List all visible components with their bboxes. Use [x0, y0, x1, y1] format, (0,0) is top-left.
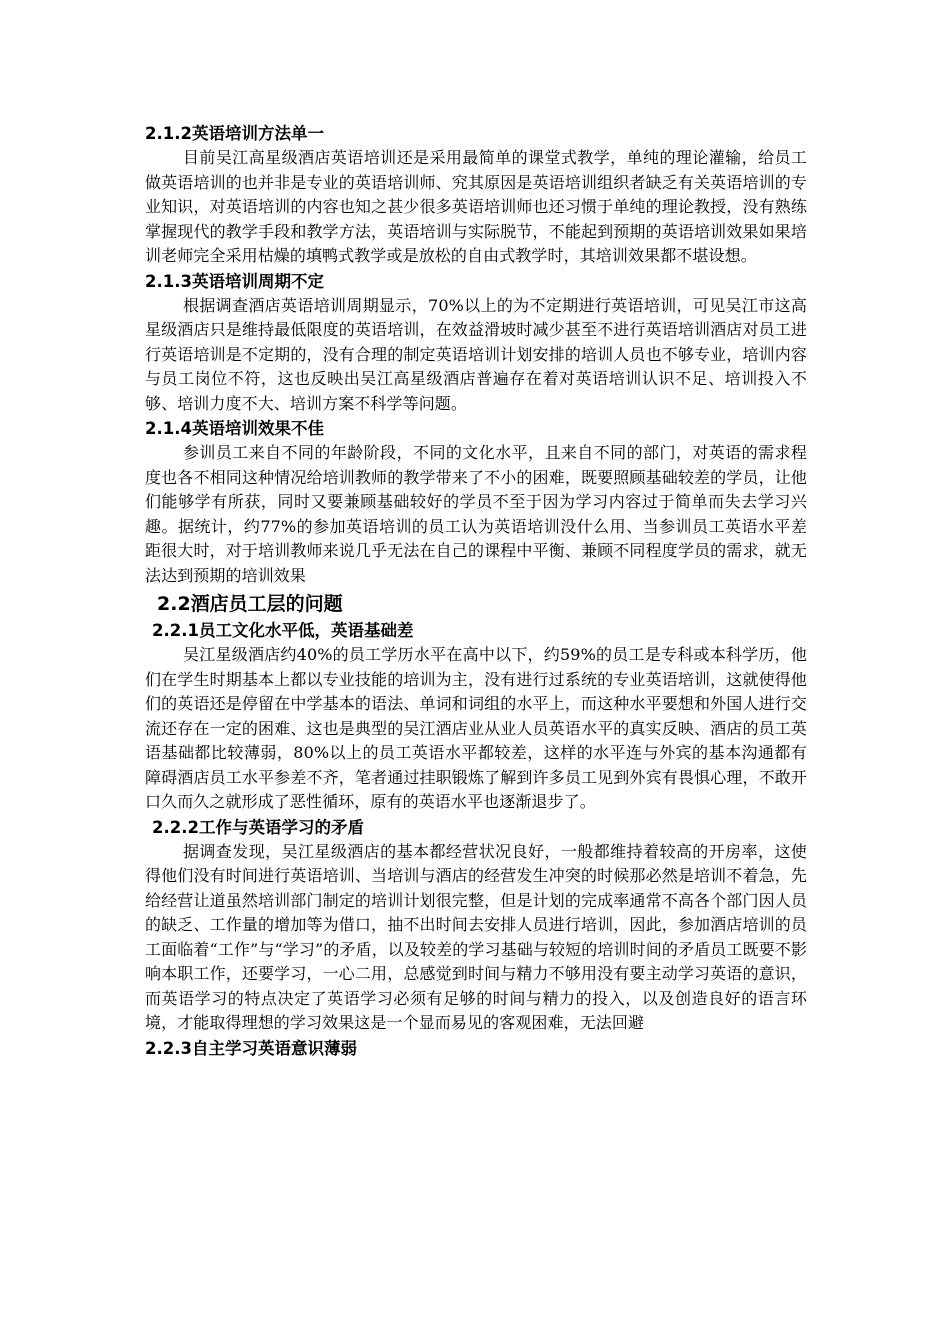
section-heading-2-1-2: 2.1.2英语培训方法单一 — [145, 124, 324, 143]
document-page — [145, 121, 807, 1061]
section-heading-2-2-2: 2.2.2工作与英语学习的矛盾 — [152, 817, 364, 837]
section-heading-2-2-3: 2.2.3自主学习英语意识薄弱 — [145, 1038, 357, 1058]
section-paragraph-2-1-4: 参训员工来自不同的年龄阶段，不同的文化水平，且来自不同的部门，对英语的需求程度也各不相同这种情况给培训教师的教学带来了不小的困难，既要照顾基础较差的学员，让他们能够学有所获，同时又要兼顾基础较好的学员不至于因为学习内容过于简单而失去学习兴趣。据统计，约77%的参加英语培训的员工认为英语培训没什么用、当参训员工英语水平差距很大时，对于培训教师来说几乎无法在自己的课程中平衡、兼顾不同程度学员的需求，就无法达到预期的培训效果 — [145, 443, 807, 585]
section-heading-2-2: 2.2酒店员工层的问题 — [157, 593, 343, 615]
section-heading-2-1-3: 2.1.3英语培训周期不定 — [145, 271, 324, 291]
section-heading-2-2-1: 2.2.1员工文化水平低，英语基础差 — [152, 621, 414, 640]
section-paragraph-2-2-2: 据调查发现，吴江星级酒店的基本都经营状况良好，一般都维持着较高的开房率，这使得他们没有时间进行英语培训、当培训与酒店的经营发生冲突的时候那必然是培训不着急，先给经营让道虽然培训部门制定的培训计划很完整，但是计划的完成率通常不高各个部门因人员的缺乏、工作量的增加等为借口，抽不出时间去安排人员进行培训，因此，参加酒店培训的员工面临着“工作”与“学习”的矛盾，以及较差的学习基础与较短的培训时间的矛盾员工既要不影响本职工作，还要学习，一心二用，总感觉到时间与精力不够用没有要主动学习英语的意识，而英语学习的特点决定了英语学习必须有足够的时间与精力的投入，以及创造良好的语言环境，才能取得理想的学习效果这是一个显而易见的客观困难，无法回避 — [145, 841, 807, 1032]
section-paragraph-2-1-2: 目前吴江高星级酒店英语培训还是采用最简单的课堂式教学，单纯的理论灌输，给员工做英语培训的也并非是专业的英语培训师、究其原因是英语培训组织者缺乏有关英语培训的专业知识，对英语培训的内容也知之甚少很多英语培训师也还习惯于单纯的理论教授，没有熟练掌握现代的教学手段和教学方法，英语培训与实际脱节，不能起到预期的英语培训效果如果培训老师完全采用枯燥的填鸭式教学或是放松的自由式教学时，其培训效果都不堪设想。 — [145, 148, 807, 265]
section-paragraph-2-2-1: 吴江星级酒店约40%的员工学历水平在高中以下，约59%的员工是专科或本科学历，他们在学生时期基本上都以专业技能的培训为主，没有进行过系统的专业英语培训，这就使得他们的英语还是停留在中学基本的语法、单词和词组的水平上，而这种水平要想和外国人进行交流还存在一定的困难、这也是典型的吴江酒店业从业人员英语水平的真实反映、酒店的员工英语基础都比较薄弱，80%以上的员工英语水平都较差，这样的水平连与外宾的基本沟通都有障碍酒店员工水平参差不齐，笔者通过挂职锻炼了解到许多员工见到外宾有畏惧心理，不敢开口久而久之就形成了恶性循环，原有的英语水平也逐渐退步了。 — [145, 645, 807, 811]
section-paragraph-2-1-3: 根据调查酒店英语培训周期显示，70%以上的为不定期进行英语培训，可见吴江市这高星级酒店只是维持最低限度的英语培训，在效益滑坡时减少甚至不进行英语培训酒店对员工进行英语培训是不定期的，没有合理的制定英语培训计划安排的培训人员也不够专业，培训内容与员工岗位不符，这也反映出吴江高星级酒店普遍存在着对英语培训认识不足、培训投入不够、培训力度不大、培训方案不科学等问题。 — [145, 295, 807, 413]
section-heading-2-1-4: 2.1.4英语培训效果不佳 — [145, 419, 324, 438]
